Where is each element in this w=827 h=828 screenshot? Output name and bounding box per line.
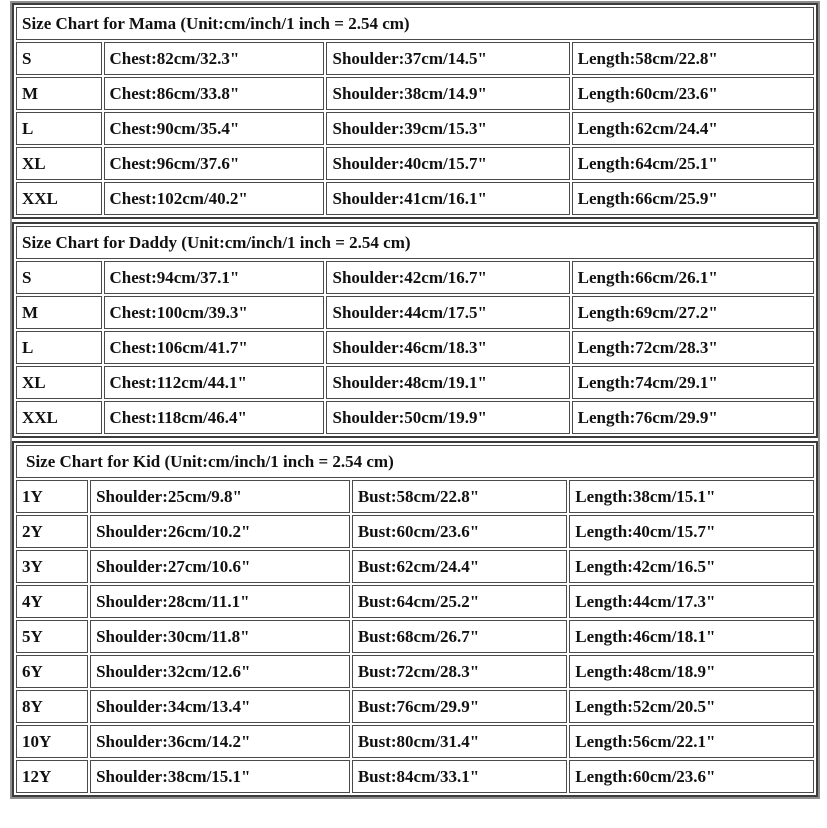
length-cell: Length:74cm/29.1": [572, 366, 814, 399]
table-row: [16, 366, 814, 399]
length-cell: Length:40cm/15.7": [569, 515, 814, 548]
table-row: [16, 112, 814, 145]
length-cell: Length:66cm/25.9": [572, 182, 814, 215]
shoulder-cell: Shoulder:36cm/14.2": [90, 725, 350, 758]
size-label: 1Y: [16, 480, 88, 513]
length-cell: Length:56cm/22.1": [569, 725, 814, 758]
shoulder-cell: Shoulder:38cm/14.9": [326, 77, 569, 110]
size-label: 10Y: [16, 725, 88, 758]
table-row: [16, 77, 814, 110]
size-chart-table-mama: [12, 3, 818, 219]
length-cell: Length:46cm/18.1": [569, 620, 814, 653]
chest-cell: Chest:94cm/37.1": [104, 261, 325, 294]
shoulder-cell: Shoulder:38cm/15.1": [90, 760, 350, 793]
size-label: L: [16, 112, 102, 145]
length-cell: Length:72cm/28.3": [572, 331, 814, 364]
table-row: [16, 296, 814, 329]
chest-cell: Chest:82cm/32.3": [104, 42, 325, 75]
shoulder-cell: Shoulder:50cm/19.9": [326, 401, 569, 434]
table-row: [16, 515, 814, 548]
length-cell: Length:58cm/22.8": [572, 42, 814, 75]
size-label: 4Y: [16, 585, 88, 618]
table-title-mama: Size Chart for Mama (Unit:cm/inch/1 inch = 2.54 cm): [16, 7, 814, 40]
size-label: 12Y: [16, 760, 88, 793]
shoulder-cell: Shoulder:26cm/10.2": [90, 515, 350, 548]
chest-cell: Chest:102cm/40.2": [104, 182, 325, 215]
chest-cell: Chest:112cm/44.1": [104, 366, 325, 399]
table-row: [16, 725, 814, 758]
bust-cell: Bust:58cm/22.8": [352, 480, 567, 513]
table-row: [16, 690, 814, 723]
table-row: [16, 550, 814, 583]
length-cell: Length:66cm/26.1": [572, 261, 814, 294]
shoulder-cell: Shoulder:25cm/9.8": [90, 480, 350, 513]
size-label: XL: [16, 366, 102, 399]
size-label: M: [16, 77, 102, 110]
shoulder-cell: Shoulder:34cm/13.4": [90, 690, 350, 723]
size-label: XL: [16, 147, 102, 180]
shoulder-cell: Shoulder:40cm/15.7": [326, 147, 569, 180]
size-label: L: [16, 331, 102, 364]
size-label: S: [16, 42, 102, 75]
length-cell: Length:42cm/16.5": [569, 550, 814, 583]
bust-cell: Bust:60cm/23.6": [352, 515, 567, 548]
bust-cell: Bust:62cm/24.4": [352, 550, 567, 583]
shoulder-cell: Shoulder:30cm/11.8": [90, 620, 350, 653]
shoulder-cell: Shoulder:46cm/18.3": [326, 331, 569, 364]
shoulder-cell: Shoulder:28cm/11.1": [90, 585, 350, 618]
shoulder-cell: Shoulder:27cm/10.6": [90, 550, 350, 583]
table-row: [16, 331, 814, 364]
table-title-row: [16, 7, 814, 40]
chest-cell: Chest:106cm/41.7": [104, 331, 325, 364]
bust-cell: Bust:76cm/29.9": [352, 690, 567, 723]
shoulder-cell: Shoulder:32cm/12.6": [90, 655, 350, 688]
table-row: [16, 760, 814, 793]
table-row: [16, 147, 814, 180]
length-cell: Length:76cm/29.9": [572, 401, 814, 434]
bust-cell: Bust:84cm/33.1": [352, 760, 567, 793]
table-row: [16, 401, 814, 434]
table-title-kid: Size Chart for Kid (Unit:cm/inch/1 inch = 2.54 cm): [16, 445, 814, 478]
size-label: XXL: [16, 401, 102, 434]
shoulder-cell: Shoulder:48cm/19.1": [326, 366, 569, 399]
length-cell: Length:64cm/25.1": [572, 147, 814, 180]
table-row: [16, 261, 814, 294]
table-row: [16, 620, 814, 653]
bust-cell: Bust:80cm/31.4": [352, 725, 567, 758]
length-cell: Length:60cm/23.6": [572, 77, 814, 110]
length-cell: Length:60cm/23.6": [569, 760, 814, 793]
size-chart-table-daddy: [12, 222, 818, 438]
size-label: S: [16, 261, 102, 294]
chest-cell: Chest:100cm/39.3": [104, 296, 325, 329]
size-label: 8Y: [16, 690, 88, 723]
table-title-row: [16, 445, 814, 478]
shoulder-cell: Shoulder:44cm/17.5": [326, 296, 569, 329]
table-row: [16, 655, 814, 688]
length-cell: Length:69cm/27.2": [572, 296, 814, 329]
size-label: 6Y: [16, 655, 88, 688]
table-title-row: [16, 226, 814, 259]
length-cell: Length:44cm/17.3": [569, 585, 814, 618]
length-cell: Length:48cm/18.9": [569, 655, 814, 688]
length-cell: Length:38cm/15.1": [569, 480, 814, 513]
chest-cell: Chest:118cm/46.4": [104, 401, 325, 434]
table-row: [16, 585, 814, 618]
bust-cell: Bust:68cm/26.7": [352, 620, 567, 653]
shoulder-cell: Shoulder:39cm/15.3": [326, 112, 569, 145]
chest-cell: Chest:86cm/33.8": [104, 77, 325, 110]
size-label: 2Y: [16, 515, 88, 548]
bust-cell: Bust:72cm/28.3": [352, 655, 567, 688]
table-row: [16, 480, 814, 513]
size-label: 3Y: [16, 550, 88, 583]
shoulder-cell: Shoulder:42cm/16.7": [326, 261, 569, 294]
size-label: M: [16, 296, 102, 329]
bust-cell: Bust:64cm/25.2": [352, 585, 567, 618]
length-cell: Length:62cm/24.4": [572, 112, 814, 145]
size-chart-wrapper: [10, 1, 820, 799]
size-chart-table-kid: [12, 441, 818, 797]
shoulder-cell: Shoulder:41cm/16.1": [326, 182, 569, 215]
length-cell: Length:52cm/20.5": [569, 690, 814, 723]
shoulder-cell: Shoulder:37cm/14.5": [326, 42, 569, 75]
table-title-daddy: Size Chart for Daddy (Unit:cm/inch/1 inch = 2.54 cm): [16, 226, 814, 259]
table-row: [16, 182, 814, 215]
chest-cell: Chest:90cm/35.4": [104, 112, 325, 145]
size-label: XXL: [16, 182, 102, 215]
chest-cell: Chest:96cm/37.6": [104, 147, 325, 180]
size-label: 5Y: [16, 620, 88, 653]
table-row: [16, 42, 814, 75]
